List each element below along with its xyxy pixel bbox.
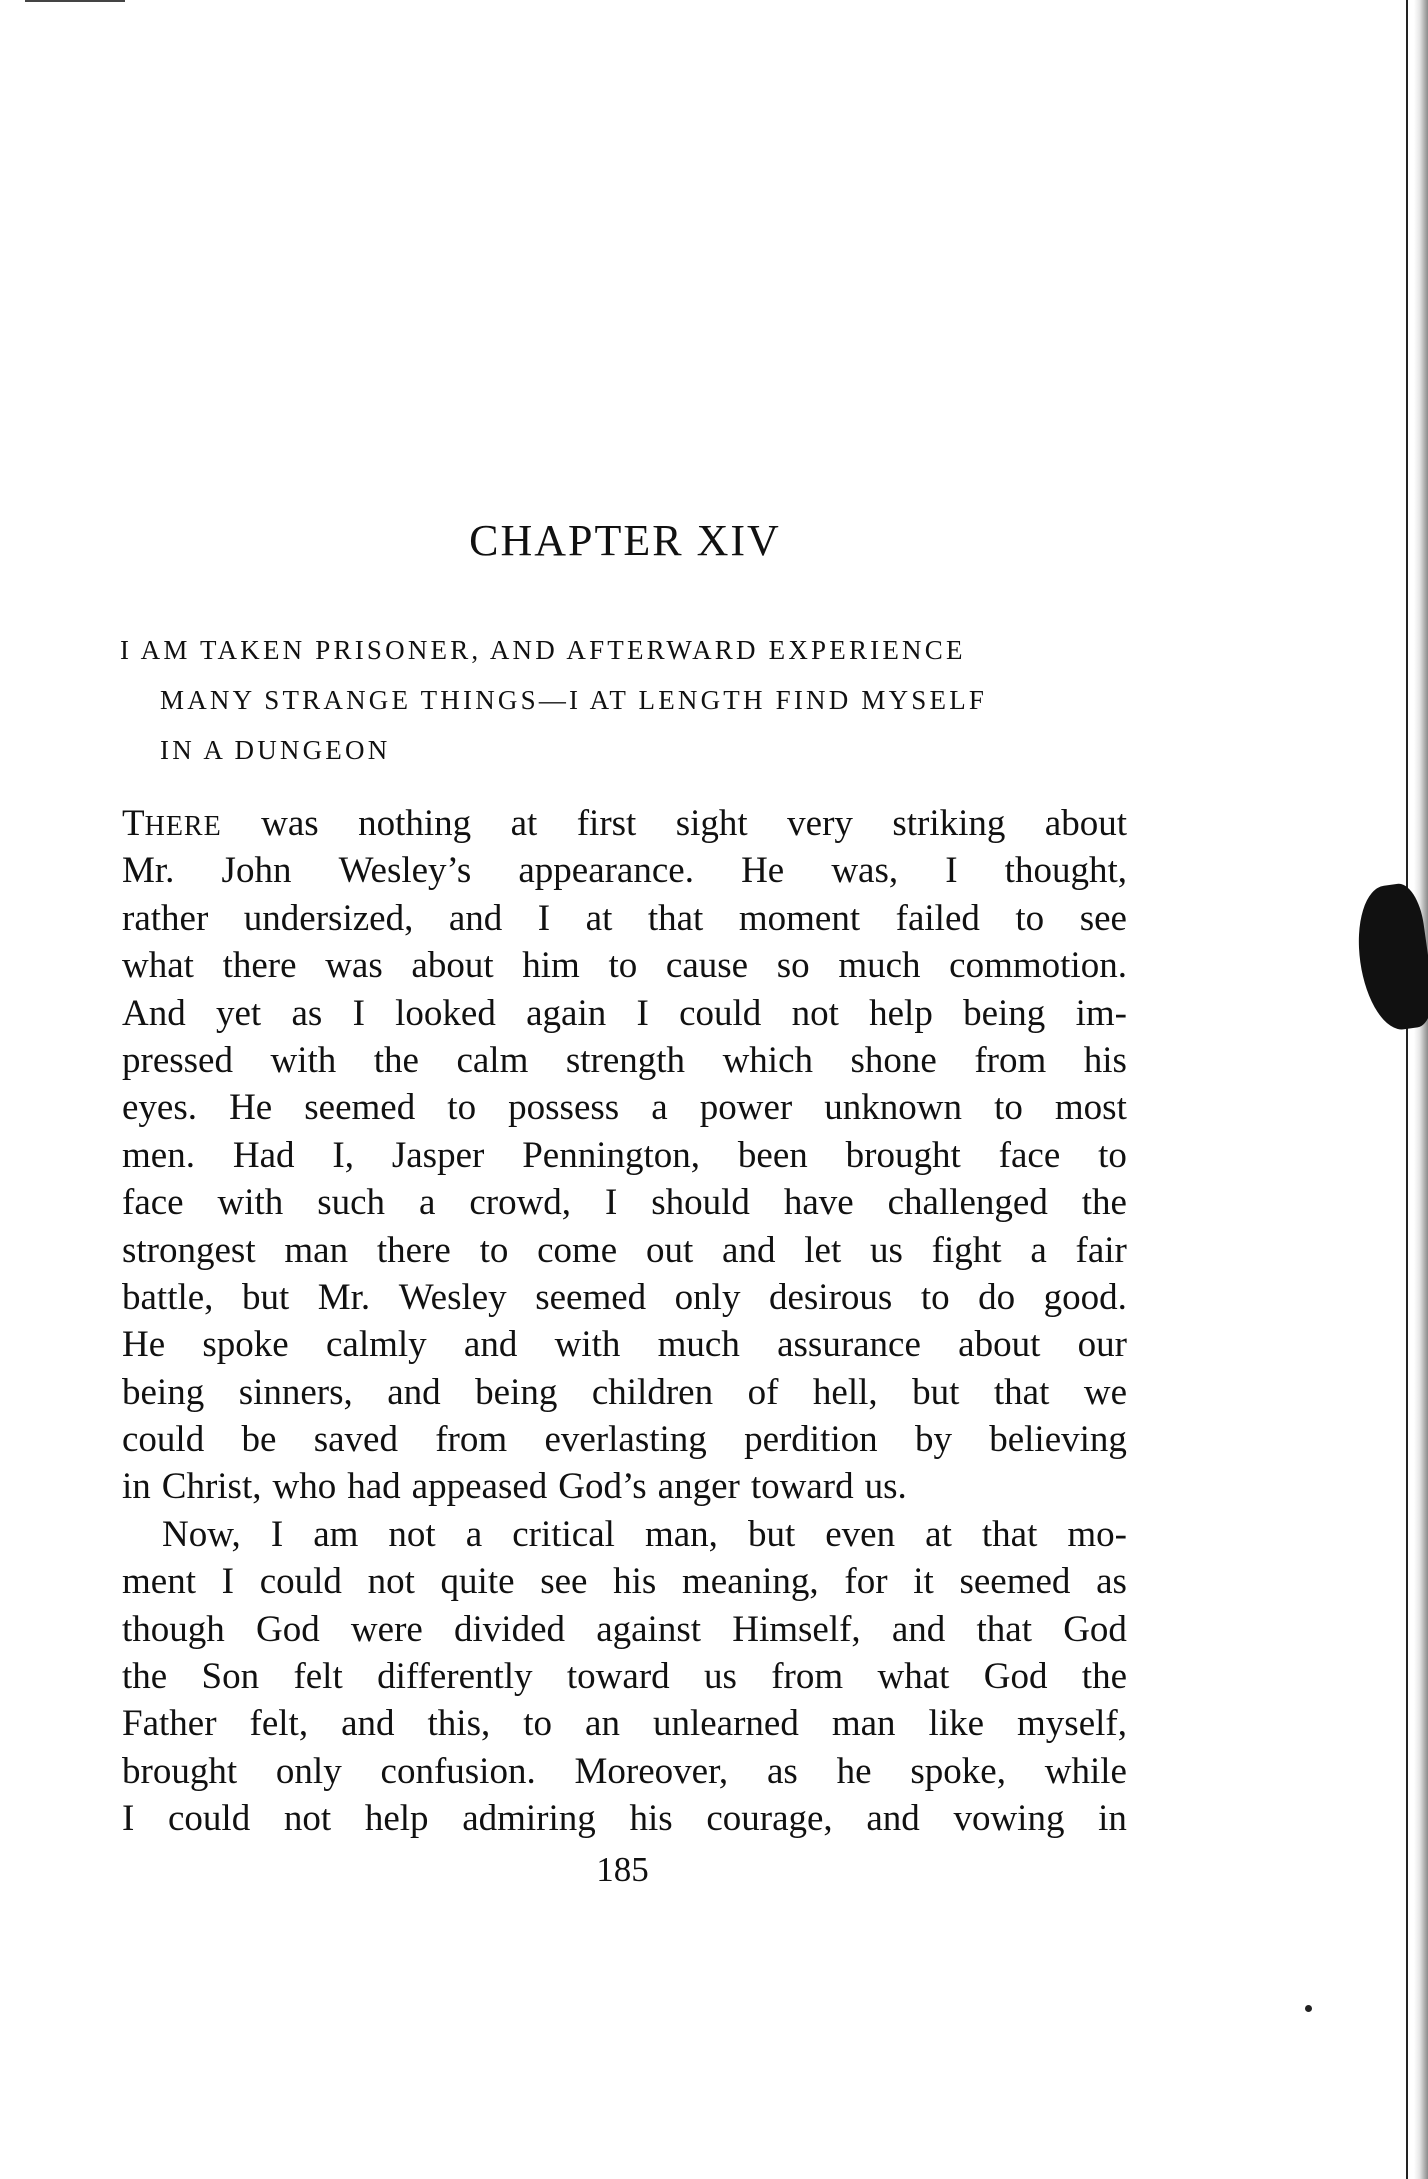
word: vowing [953, 1798, 1065, 1840]
word: spoke, [910, 1750, 1006, 1792]
word: had [347, 1466, 401, 1508]
lead-word: THERE [122, 803, 222, 844]
word: God [1063, 1608, 1127, 1650]
word: looked [395, 992, 496, 1034]
text-line [122, 1179, 1127, 1226]
word: for [844, 1561, 888, 1603]
word: John [221, 850, 292, 892]
text-line [122, 1274, 1127, 1321]
word: And [122, 992, 186, 1034]
word: it [913, 1561, 934, 1603]
text-line [122, 990, 1127, 1037]
text-line [122, 1700, 1127, 1747]
word: He [741, 850, 785, 892]
word: felt [293, 1656, 343, 1698]
word: undersized, [243, 897, 414, 939]
word: by [914, 1419, 952, 1461]
word: Now, [162, 1513, 241, 1555]
text-line [122, 1606, 1127, 1653]
word: should [651, 1182, 750, 1224]
word: power [699, 1087, 793, 1129]
word: was, [831, 850, 899, 892]
text-line [122, 1227, 1127, 1274]
word: admiring [462, 1798, 596, 1840]
page-number: 185 [596, 1850, 649, 1889]
word: was [261, 803, 319, 844]
word: but [241, 1276, 290, 1318]
word: we [1083, 1371, 1127, 1413]
word: yet [216, 992, 262, 1034]
word: could [168, 1798, 251, 1840]
word: from [974, 1039, 1047, 1081]
word: I [122, 1798, 135, 1840]
word: battle, [122, 1276, 214, 1318]
word: his [1083, 1039, 1127, 1081]
word: a [465, 1513, 483, 1555]
word: courage, [706, 1798, 833, 1840]
scan-edge-line [1406, 0, 1408, 2179]
word: mo- [1067, 1513, 1127, 1555]
text-line [122, 1037, 1127, 1084]
subtitle-line: I AM TAKEN PRISONER, AND AFTERWARD EXPERIENCE [120, 635, 966, 665]
word: to [479, 1229, 509, 1271]
word: about [1044, 803, 1127, 844]
word: rather [122, 897, 209, 939]
word: Had [232, 1134, 295, 1176]
text-line [122, 1416, 1127, 1463]
word: being [475, 1371, 558, 1413]
word: in [122, 1466, 151, 1508]
word: I [352, 992, 365, 1034]
text-line [122, 895, 1127, 942]
word: the [1081, 1656, 1127, 1698]
word: children [591, 1371, 714, 1413]
word: see [1079, 897, 1127, 939]
word: challenged [887, 1182, 1048, 1224]
text-line [122, 847, 1127, 894]
word: unknown [824, 1087, 962, 1129]
word: God [983, 1656, 1048, 1698]
word: brought [122, 1750, 238, 1792]
word: I [221, 1561, 234, 1603]
word: failed [895, 897, 980, 939]
word: being [963, 992, 1046, 1034]
subtitle-line: IN A DUNGEON [160, 735, 391, 765]
word: cause [665, 945, 749, 987]
word: and [866, 1798, 920, 1840]
word: not [388, 1513, 436, 1555]
word: saved [313, 1419, 398, 1461]
word: there [376, 1229, 451, 1271]
word: but [747, 1513, 796, 1555]
word: anger [657, 1466, 740, 1508]
word: Moreover, [574, 1750, 729, 1792]
word: but [912, 1371, 960, 1413]
word: help [869, 992, 933, 1034]
word: to [994, 1087, 1023, 1129]
chapter-subtitle [120, 625, 1130, 775]
word: at [925, 1513, 952, 1555]
word: commotion. [949, 945, 1127, 987]
word: face [998, 1134, 1061, 1176]
word: against [596, 1608, 702, 1650]
word: as [291, 992, 323, 1034]
word: strength [565, 1039, 686, 1081]
word: and [463, 1324, 518, 1366]
word: the [122, 1656, 168, 1698]
word: about [411, 945, 494, 987]
scan-top-mark [25, 0, 125, 2]
word: that [981, 1513, 1038, 1555]
word: so [776, 945, 810, 987]
word: calmly [325, 1324, 427, 1366]
word: and [341, 1703, 395, 1745]
word: to [447, 1087, 477, 1129]
word: to [608, 945, 638, 987]
word: have [783, 1182, 854, 1224]
word: God [255, 1608, 320, 1650]
word: Wesley’s [338, 850, 472, 892]
word: let [804, 1229, 842, 1271]
word: to [1015, 897, 1045, 939]
chapter-title: CHAPTER XIV [469, 516, 781, 565]
word: only [674, 1276, 741, 1318]
word: about [958, 1324, 1041, 1366]
word: most [1054, 1087, 1127, 1129]
word: Christ, [161, 1466, 262, 1508]
word: im- [1075, 992, 1127, 1034]
word: moment [738, 897, 861, 939]
word: perdition [744, 1419, 878, 1461]
word: our [1077, 1324, 1127, 1366]
word: brought [845, 1134, 961, 1176]
word: Son [201, 1656, 260, 1698]
word: I, [332, 1134, 354, 1176]
word: could [122, 1419, 205, 1461]
word: like [928, 1703, 985, 1745]
word: there [222, 945, 297, 987]
word: to [523, 1703, 553, 1745]
word: Father [122, 1703, 217, 1745]
word: with [554, 1324, 621, 1366]
word: I [537, 897, 551, 939]
word: his [629, 1798, 673, 1840]
word: calm [456, 1039, 529, 1081]
scan-page-edge [1414, 0, 1428, 2179]
word: Mr. [122, 850, 175, 892]
word: see [540, 1561, 588, 1603]
word: an [585, 1703, 620, 1745]
word: thought, [1004, 850, 1127, 892]
ink-dot [1305, 2005, 1312, 2012]
word: meaning, [682, 1561, 819, 1603]
word: in [1098, 1798, 1127, 1840]
word: sinners, [238, 1371, 353, 1413]
word: I [270, 1513, 284, 1555]
word: what [877, 1656, 950, 1698]
word: striking [892, 803, 1006, 844]
word: been [737, 1134, 808, 1176]
word: his [613, 1561, 657, 1603]
text-line [122, 1653, 1127, 1700]
word: fair [1075, 1229, 1127, 1271]
word: again [526, 992, 607, 1034]
word: out [646, 1229, 694, 1271]
word: not [791, 992, 839, 1034]
word: help [364, 1798, 429, 1840]
word: though [122, 1608, 225, 1650]
text-line [122, 1558, 1127, 1605]
word: the [373, 1039, 419, 1081]
word: seemed [959, 1561, 1071, 1603]
word: that [976, 1608, 1032, 1650]
word: men. [122, 1134, 195, 1176]
word: and [722, 1229, 776, 1271]
word: man [831, 1703, 896, 1745]
word: who [272, 1466, 337, 1508]
word: the [1081, 1182, 1127, 1224]
ink-blot [1350, 881, 1428, 1034]
word: and [387, 1371, 441, 1413]
word: Wesley [398, 1276, 507, 1318]
word: I [636, 992, 649, 1034]
word: much [657, 1324, 740, 1366]
text-line [122, 1511, 1127, 1558]
word: first [576, 803, 637, 844]
text-line [122, 1369, 1127, 1416]
text-line [122, 800, 1127, 847]
body-text [122, 800, 1127, 1843]
word: seemed [535, 1276, 647, 1318]
word: crowd, [469, 1182, 572, 1224]
word: spoke [202, 1324, 289, 1366]
word: that [993, 1371, 1050, 1413]
word: unlearned [652, 1703, 799, 1745]
word: believing [989, 1419, 1127, 1461]
word: to [1098, 1134, 1127, 1176]
word: us [703, 1656, 737, 1698]
word: toward [566, 1656, 670, 1698]
word: with [217, 1182, 284, 1224]
word: I [604, 1182, 618, 1224]
word: confusion. [380, 1750, 536, 1792]
word: critical [512, 1513, 615, 1555]
word: us. [864, 1466, 907, 1508]
word: from [435, 1419, 508, 1461]
text-line [122, 1132, 1127, 1179]
word: a [1030, 1229, 1047, 1271]
word: appearance. [518, 850, 694, 892]
word: this, [427, 1703, 491, 1745]
word: come [537, 1229, 618, 1271]
word: hell, [812, 1371, 878, 1413]
word: pressed [122, 1039, 233, 1081]
word: him [522, 945, 580, 987]
word: Himself, [732, 1608, 861, 1650]
word: good. [1043, 1276, 1127, 1318]
word: as [1096, 1561, 1127, 1603]
word: appeased [411, 1466, 548, 1508]
word: be [241, 1419, 277, 1461]
word: assurance [777, 1324, 921, 1366]
word: as [766, 1750, 798, 1792]
word: that [647, 897, 704, 939]
word: myself, [1017, 1703, 1127, 1745]
word: and [891, 1608, 946, 1650]
word: while [1044, 1750, 1127, 1792]
word: strongest [122, 1229, 256, 1271]
text-line [122, 1748, 1127, 1795]
word: only [275, 1750, 342, 1792]
word: being [122, 1371, 205, 1413]
word: not [367, 1561, 415, 1603]
word: to [920, 1276, 950, 1318]
word: from [771, 1656, 844, 1698]
word: shone [850, 1039, 937, 1081]
word: God’s [558, 1466, 647, 1508]
word: he [836, 1750, 872, 1792]
word: He [122, 1324, 166, 1366]
word: am [313, 1513, 359, 1555]
word: Jasper [391, 1134, 485, 1176]
text-line [122, 1084, 1127, 1131]
word: sight [675, 803, 748, 844]
word: desirous [768, 1276, 893, 1318]
word: very [787, 803, 853, 844]
word: felt, [249, 1703, 309, 1745]
word: man, [644, 1513, 718, 1555]
word: what [122, 945, 194, 987]
word: even [825, 1513, 896, 1555]
word: Mr. [317, 1276, 371, 1318]
word: face [122, 1182, 184, 1224]
word: He [229, 1087, 273, 1129]
word: of [747, 1371, 779, 1413]
word: possess [508, 1087, 620, 1129]
word: differently [377, 1656, 533, 1698]
word: could [679, 992, 762, 1034]
word: a [651, 1087, 668, 1129]
word: a [418, 1182, 436, 1224]
text-line [122, 1463, 1127, 1510]
word: us [870, 1229, 903, 1271]
word: quite [440, 1561, 515, 1603]
word: could [259, 1561, 342, 1603]
word: Pennington, [522, 1134, 701, 1176]
word: and [448, 897, 503, 939]
word: I [945, 850, 958, 892]
word: toward [750, 1466, 854, 1508]
word: at [585, 897, 613, 939]
word: fight [931, 1229, 1002, 1271]
word: everlasting [544, 1419, 707, 1461]
word: was [325, 945, 383, 987]
word: nothing [358, 803, 472, 844]
word: seemed [304, 1087, 416, 1129]
word: divided [454, 1608, 565, 1650]
word: which [722, 1039, 813, 1081]
word: with [270, 1039, 337, 1081]
word: not [283, 1798, 332, 1840]
word: do [978, 1276, 1016, 1318]
text-line [122, 942, 1127, 989]
word: man [284, 1229, 349, 1271]
word: eyes. [122, 1087, 197, 1129]
word: much [838, 945, 921, 987]
word: at [510, 803, 538, 844]
text-line [122, 1321, 1127, 1368]
text-line [122, 1795, 1127, 1842]
word: ment [122, 1561, 196, 1603]
word: were [350, 1608, 423, 1650]
word: such [317, 1182, 386, 1224]
subtitle-line: MANY STRANGE THINGS—I AT LENGTH FIND MYSELF [160, 685, 988, 715]
